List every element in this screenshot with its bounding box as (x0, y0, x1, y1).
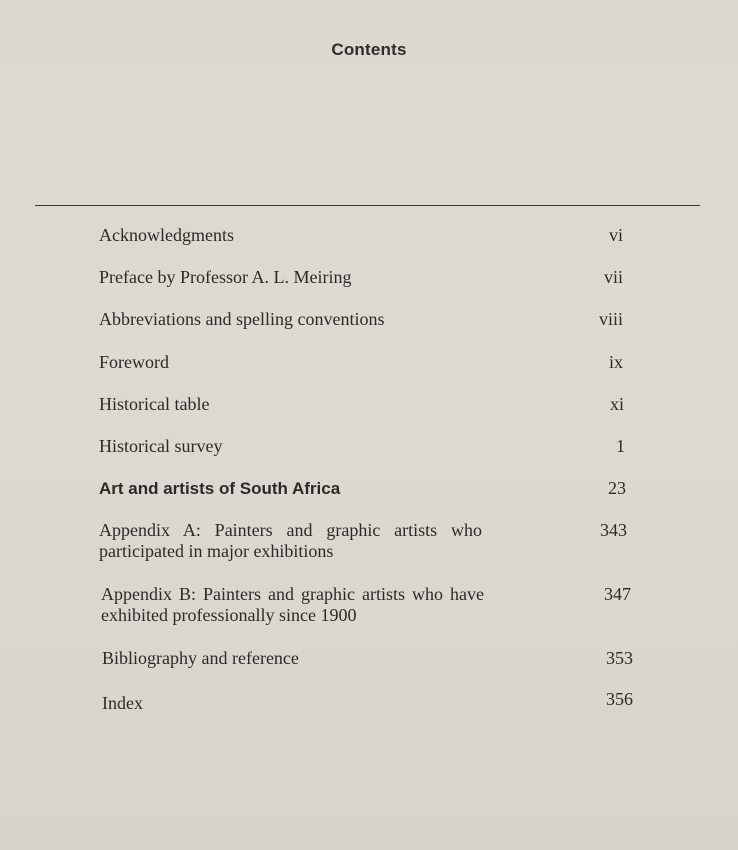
toc-entry-title: Appendix B: Painters and graphic artists who have exhibited professionally since 1900 (101, 584, 484, 625)
toc-entry-page: 353 (606, 648, 633, 668)
toc-entry-page: vii (603, 267, 623, 287)
toc-entry-historical-survey (99, 436, 629, 457)
toc-entry-page: 343 (600, 520, 627, 540)
toc-entry-acknowledgments (99, 225, 629, 246)
toc-entry-title: Historical survey (99, 436, 223, 456)
toc-entry-page: xi (609, 394, 624, 414)
toc-entry-title: Preface by Professor A. L. Meiring (99, 267, 352, 287)
toc-entry-preface (99, 267, 629, 288)
toc-entry-page: ix (608, 352, 623, 372)
toc-entry-title: Art and artists of South Africa (99, 479, 341, 498)
contents-heading: Contents (331, 40, 407, 59)
toc-entry-main-section (99, 478, 629, 499)
toc-entry-bibliography (102, 648, 632, 669)
toc-entry-title: Index (102, 693, 143, 713)
toc-entry-page: viii (598, 309, 623, 329)
toc-entry-appendix-b (101, 584, 631, 626)
toc-entry-title: Bibliography and reference (102, 648, 299, 668)
toc-entry-page: 347 (604, 584, 631, 604)
toc-entry-title: Historical table (99, 394, 210, 414)
toc-entry-title: Appendix A: Painters and graphic artists who participated in major exhibitions (99, 520, 482, 561)
divider-rule (35, 205, 700, 206)
toc-entry-page: 1 (616, 436, 625, 456)
toc-entry-page: 356 (606, 689, 633, 709)
toc-entry-abbreviations (99, 309, 629, 330)
toc-entry-page: 23 (608, 478, 626, 498)
toc-entry-foreword (99, 352, 629, 373)
toc-entry-appendix-a (99, 520, 629, 562)
toc-entry-title: Abbreviations and spelling conventions (99, 309, 385, 329)
toc-entry-index (102, 689, 633, 714)
toc-entry-title: Foreword (99, 352, 169, 372)
toc-entry-historical-table (99, 394, 629, 415)
toc-entry-page: vi (608, 225, 623, 245)
toc-entry-title: Acknowledgments (99, 225, 234, 245)
